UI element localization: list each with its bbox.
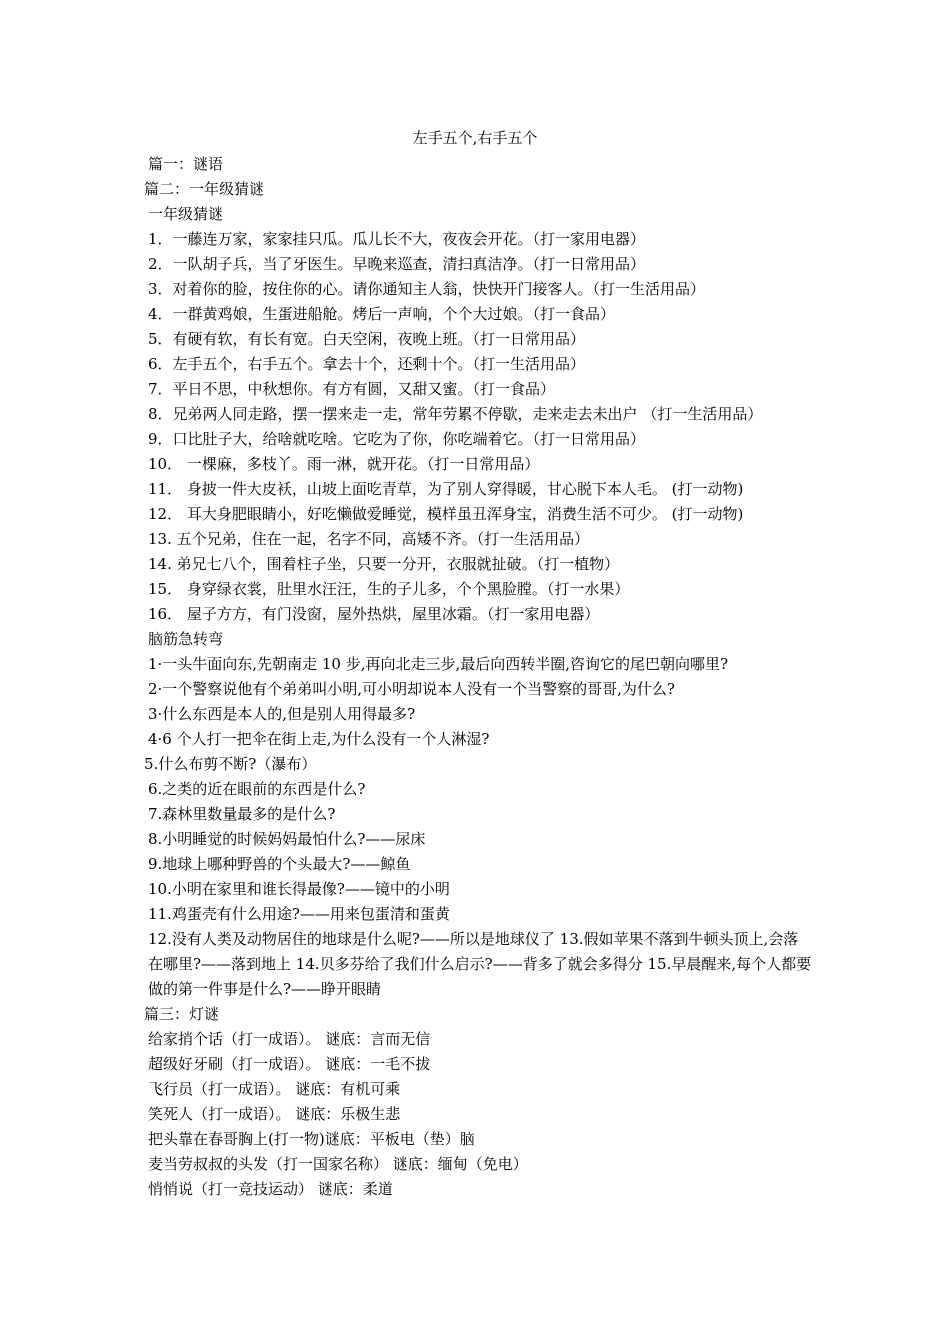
text-line: 5．有硬有软，有长有宽。白天空闲，夜晚上班。（打一日常用品） bbox=[148, 330, 586, 348]
text-line: 3．对着你的脸，按住你的心。请你通知主人翁，快快开门接客人。（打一生活用品） bbox=[148, 280, 706, 298]
text-line: 篇一：谜语 bbox=[148, 155, 224, 173]
text-line: 13. 五个兄弟，住在一起，名字不同，高矮不齐。（打一生活用品） bbox=[148, 530, 590, 548]
text-line: 麦当劳叔叔的头发（打一国家名称） 谜底：缅甸（免电） bbox=[148, 1155, 528, 1173]
text-line: 11． 身披一件大皮袄，山坡上面吃青草，为了别人穿得暖，甘心脱下本人毛。 (打一动物) bbox=[148, 480, 744, 498]
text-line: 8．兄弟两人同走路，摆一摆来走一走，常年劳累不停歇，走来走去未出户 （打一生活用品） bbox=[148, 405, 763, 423]
text-line: 飞行员（打一成语）。 谜底：有机可乘 bbox=[148, 1080, 401, 1098]
text-line: 7.森林里数量最多的是什么? bbox=[148, 805, 336, 823]
text-line: 篇三：灯谜 bbox=[144, 1005, 220, 1023]
document-body bbox=[144, 152, 812, 1202]
text-line: 5.什么布剪不断?（瀑布） bbox=[144, 755, 317, 773]
text-line: 8.小明睡觉的时候妈妈最怕什么?——尿床 bbox=[148, 830, 426, 848]
text-line: 1．一藤连万家，家家挂只瓜。瓜儿长不大，夜夜会开花。（打一家用电器） bbox=[148, 230, 646, 248]
text-line: 3·什么东西是本人的,但是别人用得最多? bbox=[148, 705, 416, 723]
text-line: 4·6 个人打一把伞在街上走,为什么没有一个人淋湿? bbox=[148, 730, 490, 748]
document-title: 左手五个,右手五个 bbox=[412, 129, 538, 147]
text-line: 12.没有人类及动物居住的地球是什么呢?——所以是地球仪了 13.假如苹果不落到牛顿头顶上,会落在哪里?——落到地上 14.贝多芬给了我们什么启示?——背多了就会多得分 15.早晨醒来,每个人都要做的第一件事是什么?——睁开眼睛 bbox=[148, 930, 812, 998]
text-line: 12． 耳大身肥眼睛小，好吃懒做爱睡觉，模样虽丑浑身宝，消费生活不可少。 (打一动物) bbox=[148, 505, 744, 523]
text-line: 把头靠在春哥胸上(打一物)谜底：平板电（垫）脑 bbox=[148, 1130, 475, 1148]
text-line: 10． 一棵麻，多枝丫。雨一淋，就开花。（打一日常用品） bbox=[148, 455, 540, 473]
text-line: 4．一群黄鸡娘，生蛋进船舱。烤后一声响，个个大过娘。（打一食品） bbox=[148, 305, 616, 323]
text-line: 10.小明在家里和谁长得最像?——镜中的小明 bbox=[148, 880, 450, 898]
text-line: 14. 弟兄七八个，围着柱子坐，只要一分开，衣服就扯破。（打一植物） bbox=[148, 555, 620, 573]
text-line: 7．平日不思，中秋想你。有方有圆，又甜又蜜。（打一食品） bbox=[148, 380, 556, 398]
text-line: 6．左手五个，右手五个。拿去十个，还剩十个。（打一生活用品） bbox=[148, 355, 586, 373]
text-line: 超级好牙刷（打一成语）。 谜底：一毛不拔 bbox=[148, 1055, 431, 1073]
text-line: 悄悄说（打一竞技运动） 谜底：柔道 bbox=[148, 1180, 393, 1198]
text-line: 16． 屋子方方，有门没窗，屋外热烘，屋里冰霜。（打一家用电器） bbox=[148, 605, 600, 623]
text-line: 笑死人（打一成语）。 谜底：乐极生悲 bbox=[148, 1105, 401, 1123]
text-line: 6.之类的近在眼前的东西是什么? bbox=[148, 780, 366, 798]
text-line: 15． 身穿绿衣裳，肚里水汪汪，生的子儿多，个个黑脸膛。（打一水果） bbox=[148, 580, 630, 598]
text-line: 篇二：一年级猜谜 bbox=[144, 180, 265, 198]
text-line: 2·一个警察说他有个弟弟叫小明,可小明却说本人没有一个当警察的哥哥,为什么? bbox=[148, 680, 675, 698]
text-line: 给家捎个话（打一成语）。 谜底：言而无信 bbox=[148, 1030, 431, 1048]
text-line: 9．口比肚子大，给啥就吃啥。它吃为了你，你吃端着它。（打一日常用品） bbox=[148, 430, 646, 448]
text-line: 一年级猜谜 bbox=[148, 205, 224, 223]
text-line: 脑筋急转弯 bbox=[148, 630, 224, 648]
text-line: 1·一头牛面向东,先朝南走 10 步,再向北走三步,最后向西转半圈,咨询它的尾巴朝向哪里? bbox=[148, 655, 729, 673]
text-line: 9.地球上哪种野兽的个头最大?——鲸鱼 bbox=[148, 855, 411, 873]
text-line: 2．一队胡子兵，当了牙医生。早晚来巡查，清扫真洁净。（打一日常用品） bbox=[148, 255, 646, 273]
text-line: 11.鸡蛋壳有什么用途?——用来包蛋清和蛋黄 bbox=[148, 905, 450, 923]
